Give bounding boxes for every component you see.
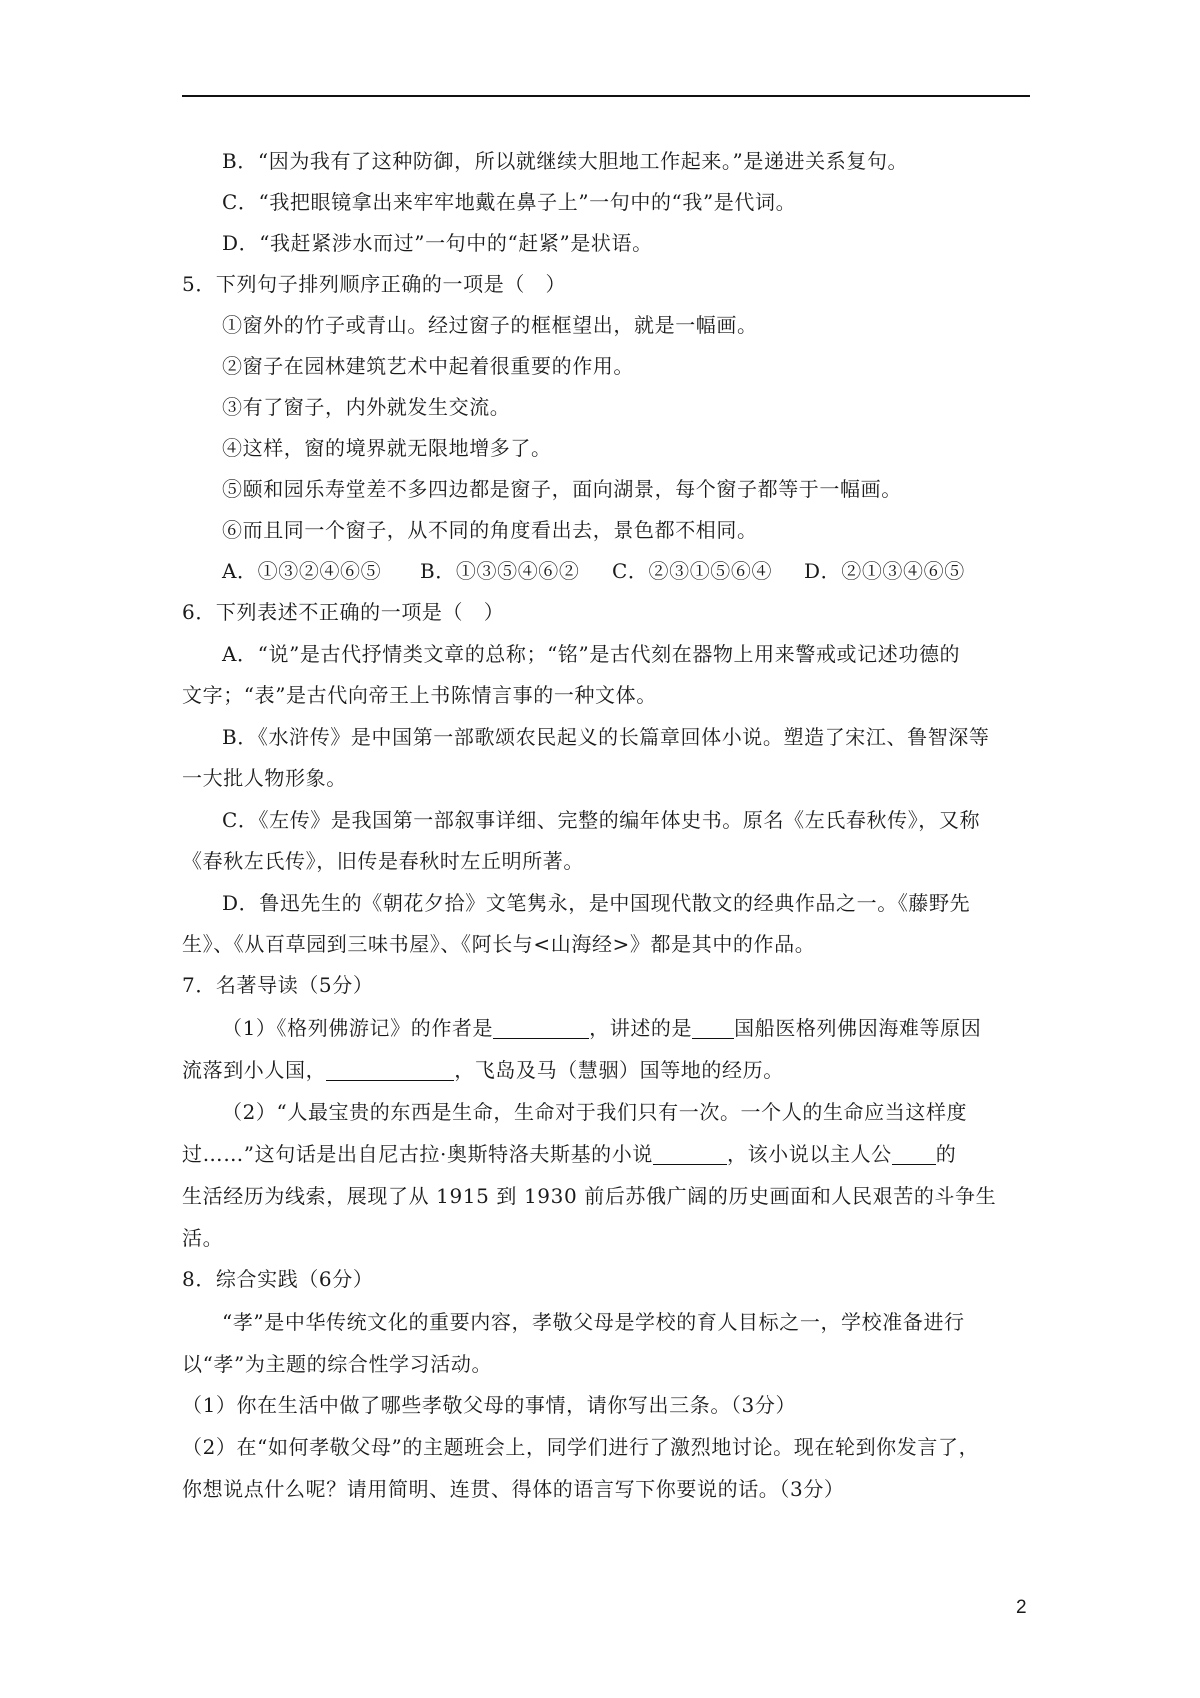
q7-blank-novel[interactable] [653,1144,727,1165]
q7-part1-text-c: 国船医格列佛因海难等原因 [734,1016,982,1040]
q7-blank-author[interactable] [493,1018,589,1039]
q7-part2-line1: （2）“人最宝贵的东西是生命，生命对于我们只有一次。一个人的生命应当这样度 [222,1100,968,1124]
q4-option-b: B．“因为我有了这种防御，所以就继续大胆地工作起来。”是递进关系复句。 [222,149,909,173]
q7-part2-line2 [182,1140,956,1168]
q7-part1-text-b: ，讲述的是 [589,1016,693,1040]
q7-part1-text-d: 流落到小人国， [182,1058,327,1082]
q8-sub2-line2: 你想说点什么呢？请用简明、连贯、得体的语言写下你要说的话。（3分） [182,1477,845,1501]
q4-option-d: D．“我赶紧涉水而过”一句中的“赶紧”是状语。 [222,231,653,255]
q5-option-b: B．①③⑤④⑥② [420,559,580,583]
q5-sentence-3: ③有了窗子，内外就发生交流。 [222,395,511,419]
q6-option-a-line2: 文字；“表”是古代向帝王上书陈情言事的一种文体。 [182,683,657,707]
q7-stem: 7．名著导读（5分） [182,973,374,997]
q7-part1-line2 [182,1056,784,1084]
q7-part2-line4: 活。 [182,1226,224,1250]
q5-stem: 5．下列句子排列顺序正确的一项是（ ） [182,272,567,296]
q5-sentence-5: ⑤颐和园乐寿堂差不多四边都是窗子，面向湖景，每个窗子都等于一幅画。 [222,477,902,501]
q6-option-c-line2: 《春秋左氏传》，旧传是春秋时左丘明所著。 [182,849,584,873]
q6-option-c-line1: C．《左传》是我国第一部叙事详细、完整的编年体史书。原名《左氏春秋传》，又称 [222,808,981,832]
q8-stem: 8．综合实践（6分） [182,1267,374,1291]
q7-part2-text-b: 过……”这句话是出自尼古拉·奥斯特洛夫斯基的小说 [182,1142,653,1166]
q5-sentence-2: ②窗子在园林建筑艺术中起着很重要的作用。 [222,354,634,378]
q5-sentence-4: ④这样，窗的境界就无限地增多了。 [222,436,552,460]
q5-sentence-6: ⑥而且同一个窗子，从不同的角度看出去，景色都不相同。 [222,518,758,542]
q6-option-b-line2: 一大批人物形象。 [182,766,347,790]
header-rule [182,95,1030,97]
q7-part2-text-c: ，该小说以主人公 [726,1142,892,1166]
q7-part2-text-d: 的 [935,1142,957,1166]
q5-option-d: D．②①③④⑥⑤ [804,559,965,583]
q6-option-a-line1: A．“说”是古代抒情类文章的总称；“铭”是古代刻在器物上用来警戒或记述功德的 [222,642,961,666]
q7-part1-text-a: （1）《格列佛游记》的作者是 [222,1016,494,1040]
q5-options [222,557,965,585]
q7-blank-protagonist[interactable] [892,1144,936,1165]
q7-part1-line1 [222,1014,981,1042]
q5-option-a: A．①③②④⑥⑤ [222,559,382,583]
q8-intro-line2: 以“孝”为主题的综合性学习活动。 [182,1352,493,1376]
q6-option-d-line2: 生》、《从百草园到三味书屋》、《阿长与<山海经>》都是其中的作品。 [182,932,816,956]
q5-sentence-1: ①窗外的竹子或青山。经过窗子的框框望出，就是一幅画。 [222,313,758,337]
q4-option-c: C．“我把眼镜拿出来牢牢地戴在鼻子上”一句中的“我”是代词。 [222,190,797,214]
q6-option-d-line1: D．鲁迅先生的《朝花夕拾》文笔隽永，是中国现代散文的经典作品之一。《藤野先 [222,891,971,915]
q8-sub2-line1: （2）在“如何孝敬父母”的主题班会上，同学们进行了激烈地讨论。现在轮到你发言了， [182,1435,980,1459]
q6-option-b-line1: B．《水浒传》是中国第一部歌颂农民起义的长篇章回体小说。塑造了宋江、鲁智深等 [222,725,990,749]
q7-part2-line3: 生活经历为线索，展现了从 1915 到 1930 前后苏俄广阔的历史画面和人民艰苦的斗争生 [182,1184,997,1208]
q8-sub1: （1）你在生活中做了哪些孝敬父母的事情，请你写出三条。（3分） [182,1393,797,1417]
q7-blank-place[interactable] [326,1060,454,1081]
q7-blank-country[interactable] [692,1018,734,1039]
q6-stem: 6．下列表述不正确的一项是（ ） [182,600,505,624]
q8-intro-line1: “孝”是中华传统文化的重要内容，孝敬父母是学校的育人目标之一，学校准备进行 [222,1310,965,1334]
q5-option-c: C．②③①⑤⑥④ [612,559,773,583]
page-number: 2 [1016,1597,1027,1618]
q7-part1-text-e: ，飞岛及马（慧骃）国等地的经历。 [454,1058,784,1082]
